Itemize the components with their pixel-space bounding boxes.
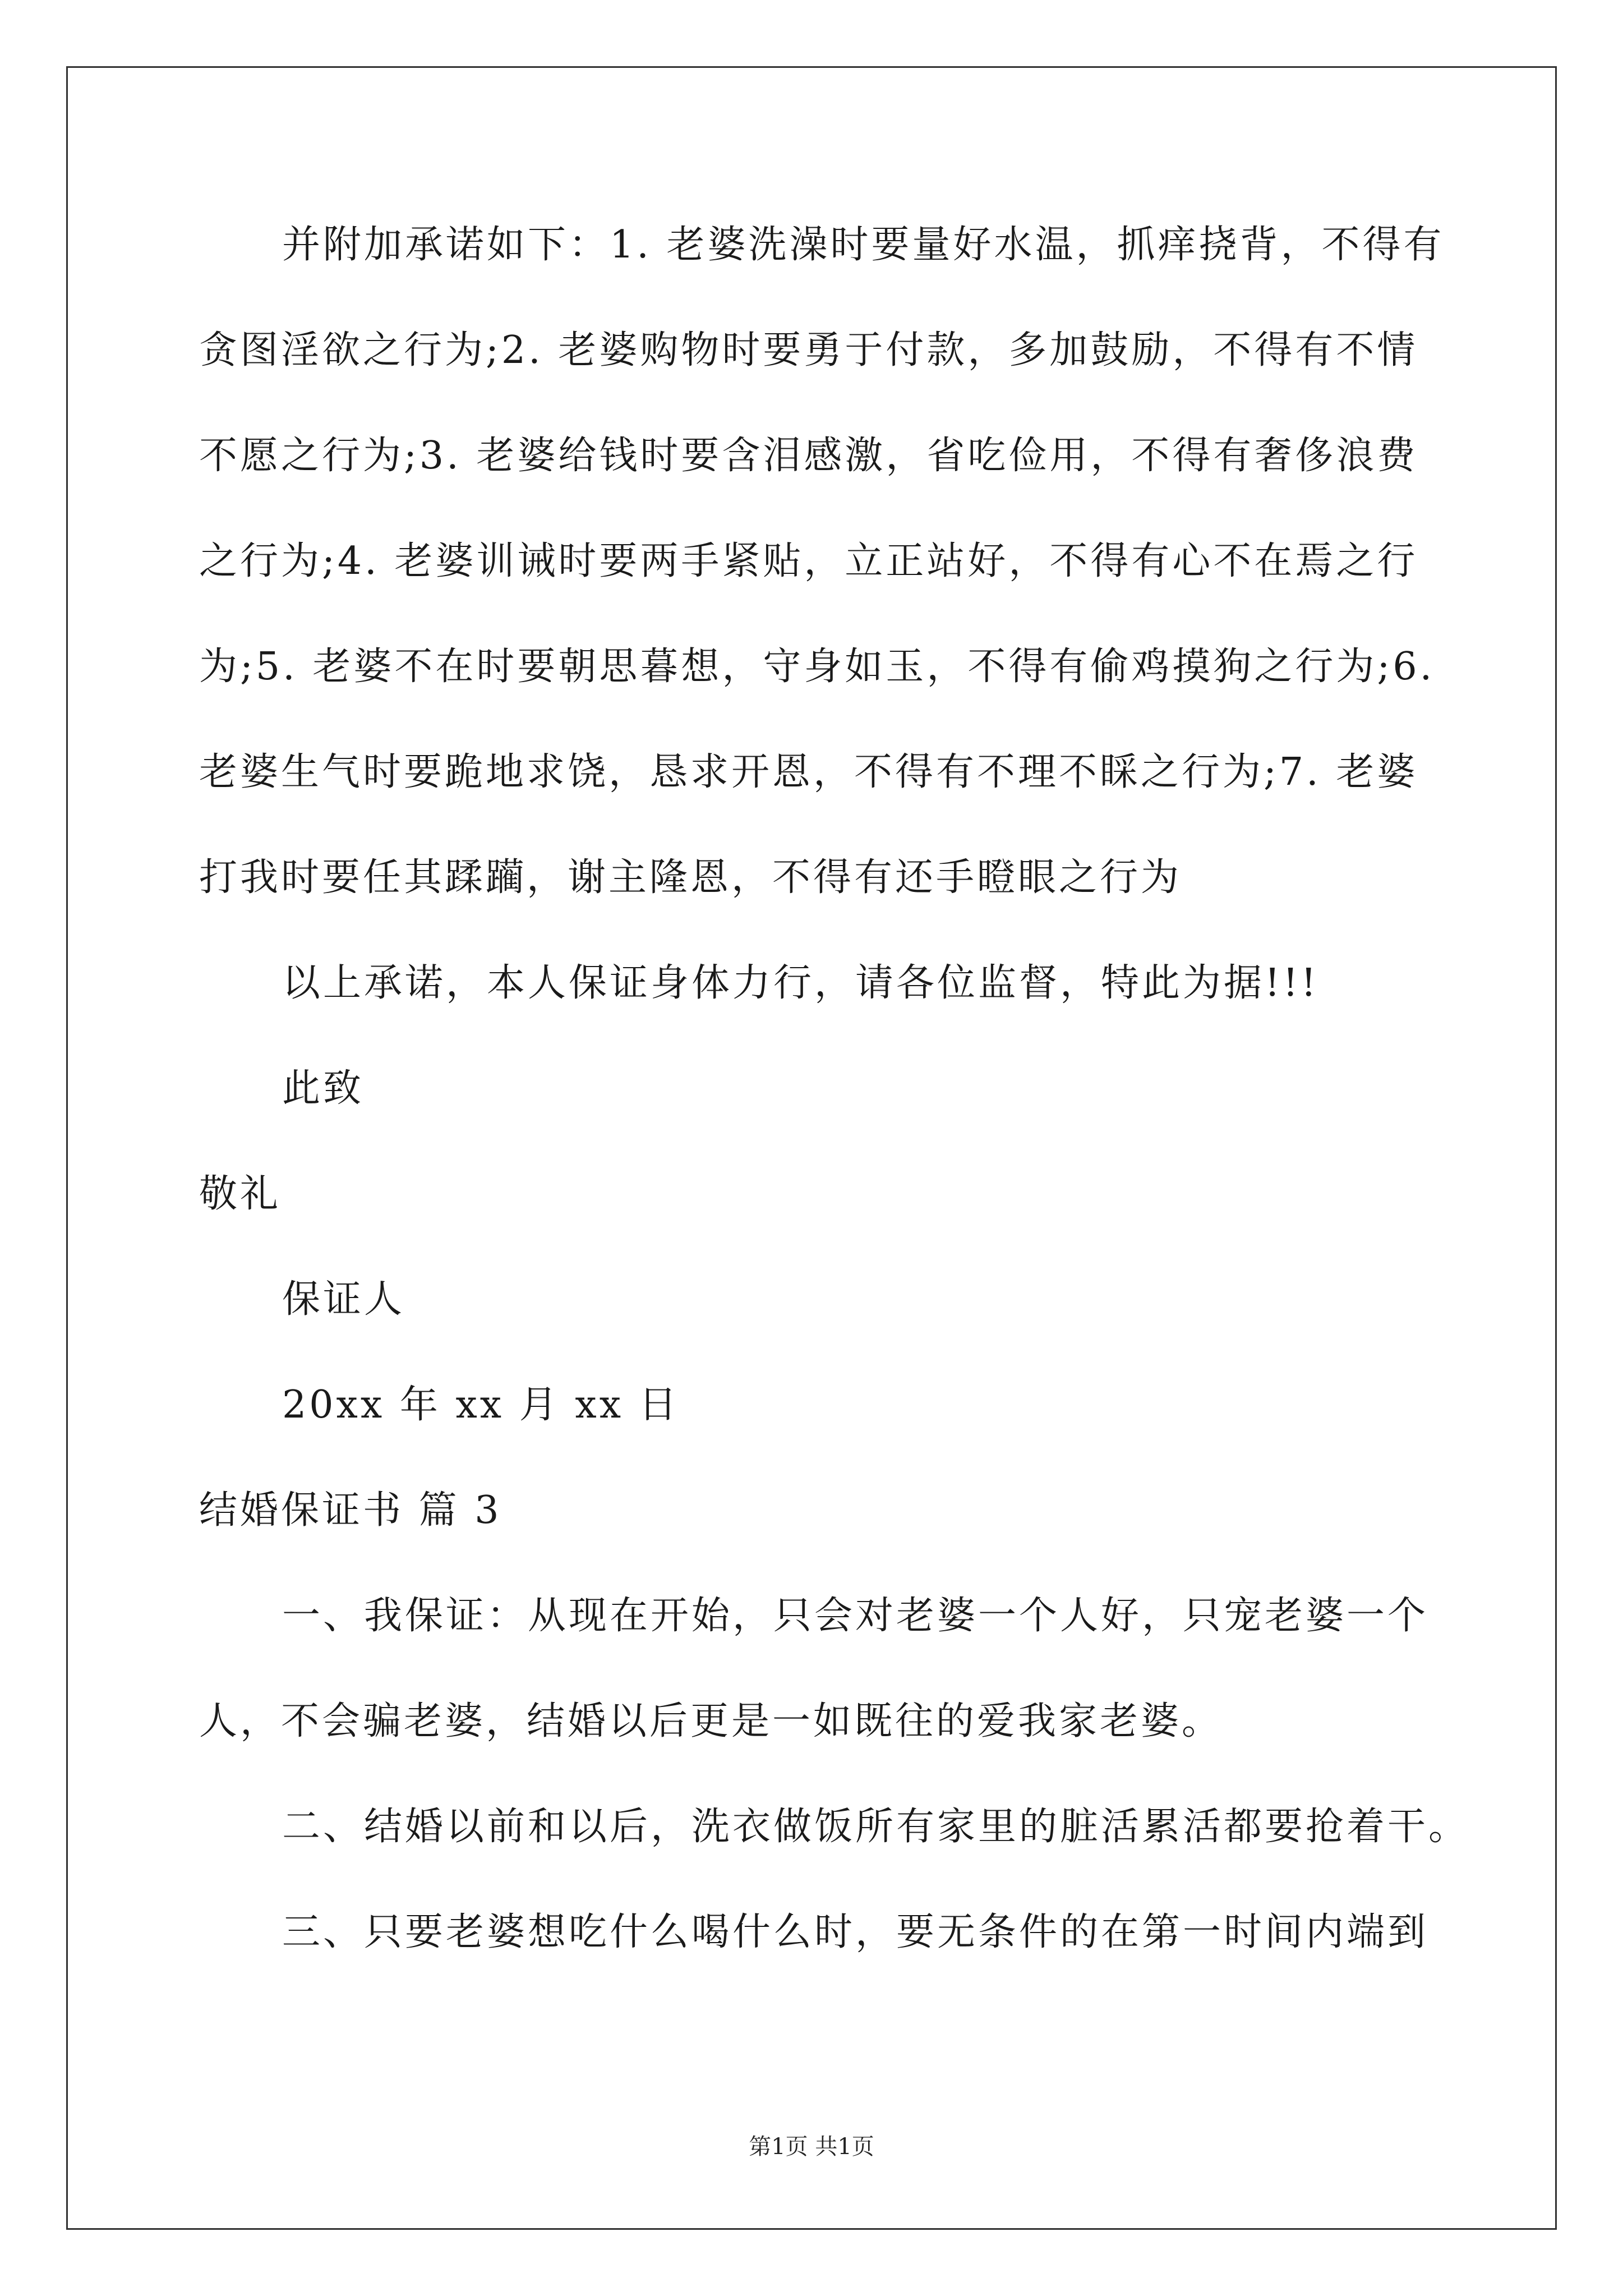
paragraph-line: 打我时要任其蹂躏，谢主隆恩，不得有还手瞪眼之行为 (199, 855, 1182, 900)
date-line: 20xx 年 xx 月 xx 日 (282, 1383, 680, 1427)
section-heading: 结婚保证书 篇 3 (199, 1488, 502, 1533)
paragraph-line: 人，不会骗老婆，结婚以后更是一如既往的爱我家老婆。 (199, 1699, 1223, 1743)
signatory-label: 保证人 (282, 1277, 405, 1322)
paragraph-line: 贪图淫欲之行为;2. 老婆购物时要勇于付款，多加鼓励，不得有不情 (199, 328, 1418, 372)
paragraph-line: 并附加承诺如下：1. 老婆洗澡时要量好水温，抓痒挠背，不得有 (282, 223, 1445, 267)
paragraph-line: 不愿之行为;3. 老婆给钱时要含泪感激，省吃俭用，不得有奢侈浪费 (199, 434, 1418, 478)
paragraph-line: 之行为;4. 老婆训诫时要两手紧贴，立正站好，不得有心不在焉之行 (199, 539, 1418, 583)
paragraph-line: 为;5. 老婆不在时要朝思暮想，守身如玉，不得有偷鸡摸狗之行为;6. (199, 645, 1435, 689)
page-border (66, 66, 1557, 2230)
page-footer: 第1页 共1页 (749, 2134, 874, 2160)
paragraph-line: 老婆生气时要跪地求饶，恳求开恩，不得有不理不睬之行为;7. 老婆 (199, 750, 1418, 794)
closing-regards: 敬礼 (199, 1172, 282, 1216)
closing-salutation: 此致 (282, 1066, 365, 1111)
paragraph-line: 一、我保证：从现在开始，只会对老婆一个人好，只宠老婆一个 (282, 1594, 1429, 1638)
paragraph-line: 三、只要老婆想吃什么喝什么时，要无条件的在第一时间内端到 (282, 1910, 1429, 1954)
paragraph-line: 二、结婚以前和以后，洗衣做饭所有家里的脏活累活都要抢着干。 (282, 1805, 1470, 1849)
paragraph-line: 以上承诺，本人保证身体力行，请各位监督，特此为据!!! (282, 961, 1319, 1005)
